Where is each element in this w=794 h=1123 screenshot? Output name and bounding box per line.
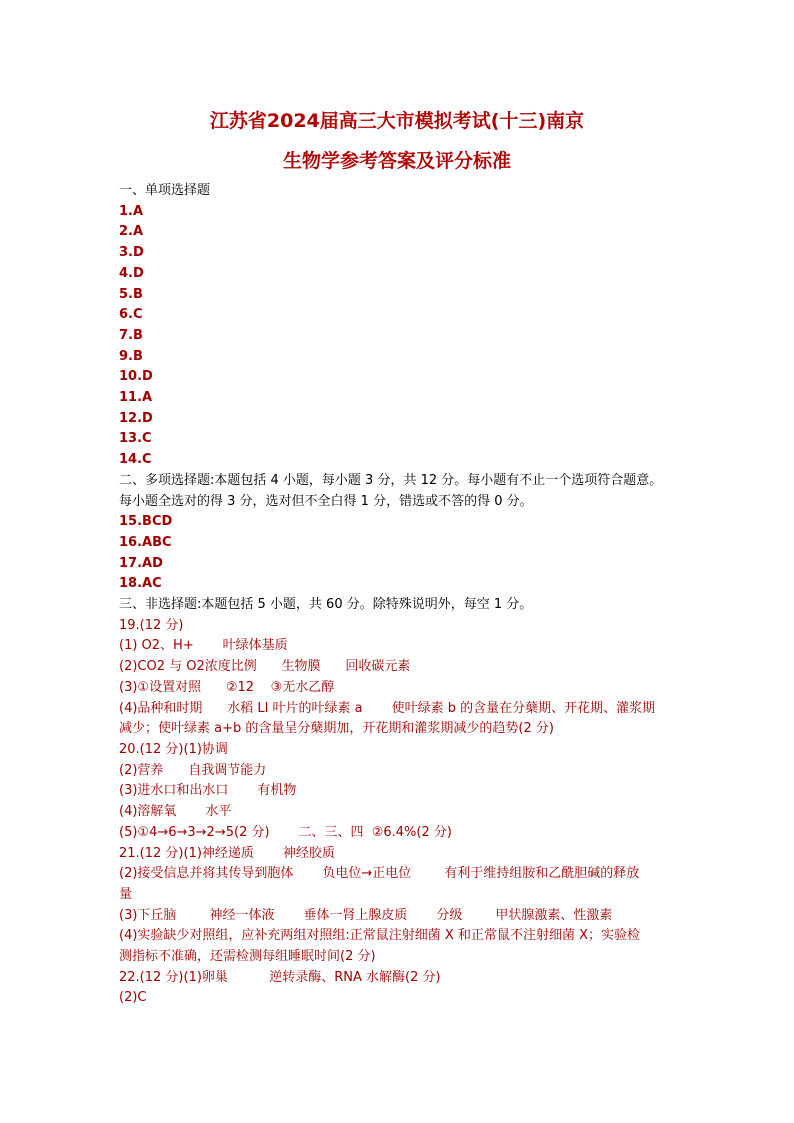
question-heading: 22.(12 分)(1)卵巢 逆转录酶、RNA 水解酶(2 分) — [119, 969, 441, 985]
answer-line: (2)接受信息并将其传导到胞体 负电位→正电位 有利于维持组胺和乙酰胆碱的释放 — [119, 866, 640, 882]
question-heading: 21.(12 分)(1)神经递质 神经胶质 — [119, 845, 335, 861]
section-heading-cont: 每小题全选对的得 3 分，选对但不全白得 1 分，错选或不答的得 0 分。 — [119, 493, 533, 509]
answer-line: (1) O2、H+ 叶绿体基质 — [119, 638, 288, 654]
answer-line: (2)C — [119, 990, 147, 1006]
answer-line: (3)下丘脑 神经一体液 垂体一肾上腺皮质 分级 甲状腺激素、性激素 — [119, 907, 613, 923]
answer-line: (3)进水口和出水口 有机物 — [119, 783, 297, 799]
page-subtitle: 生物学参考答案及评分标准 — [282, 150, 511, 172]
answer-item: 15.BCD — [119, 514, 173, 530]
answer-item: 2.A — [119, 224, 144, 240]
answer-item: 5.B — [119, 286, 143, 302]
section-heading: 一、单项选择题 — [119, 183, 211, 198]
answer-line: 减少；使叶绿素 a+b 的含量呈分蘖期加，开花期和灌浆期减少的趋势(2 分) — [119, 721, 554, 737]
answer-item: 10.D — [119, 369, 153, 385]
answer-item: 9.B — [119, 348, 143, 364]
answer-item: 4.D — [119, 265, 144, 281]
section-heading: 三、非选择题:本题包括 5 小题，共 60 分。除特殊说明外，每空 1 分。 — [119, 597, 533, 613]
question-heading: 20.(12 分)(1)协调 — [119, 741, 228, 757]
answer-line: (3)①设置对照 ②12 ③无水乙醇 — [119, 679, 335, 695]
question-heading: 19.(12 分) — [119, 617, 184, 633]
answer-item: 12.D — [119, 410, 153, 426]
answer-item: 14.C — [119, 452, 152, 468]
answer-item: 6.C — [119, 307, 143, 323]
answer-item: 3.D — [119, 245, 144, 261]
answer-line: (4)品种和时期 水稻 LI 叶片的叶绿素 a 使叶绿素 b 的含量在分蘖期、开花期、灌浆期 — [119, 700, 656, 716]
page-title: 江苏省2024届高三大市模拟考试(十三)南京 — [209, 110, 585, 132]
answer-content — [119, 181, 679, 1009]
answer-item: 18.AC — [119, 576, 162, 592]
answer-line: (2)CO2 与 O2浓度比例 生物膜 回收碳元素 — [119, 659, 411, 675]
answer-line: (2)营养 自我调节能力 — [119, 762, 267, 778]
section-heading: 二、多项选择题:本题包括 4 小题，每小题 3 分，共 12 分。每小题有不止一个选项符合题意。 — [119, 472, 663, 488]
answer-line: (5)①4→6→3→2→5(2 分) 二、三、四 ②6.4%(2 分) — [119, 824, 452, 840]
answer-line: (4)实验缺少对照组，应补充两组对照组:正常鼠注射细菌 X 和正常鼠不注射细菌 X；实验检 — [119, 928, 641, 944]
answer-item: 11.A — [119, 390, 153, 406]
answer-item: 7.B — [119, 327, 143, 343]
answer-item: 13.C — [119, 431, 152, 447]
answer-line: 量 — [119, 886, 133, 902]
answer-line: (4)溶解氧 水平 — [119, 804, 232, 820]
answer-item: 1.A — [119, 203, 144, 219]
answer-item: 17.AD — [119, 555, 163, 571]
answer-item: 16.ABC — [119, 534, 172, 550]
answer-line: 测指标不准确，还需检测每组睡眠时间(2 分) — [119, 949, 376, 965]
